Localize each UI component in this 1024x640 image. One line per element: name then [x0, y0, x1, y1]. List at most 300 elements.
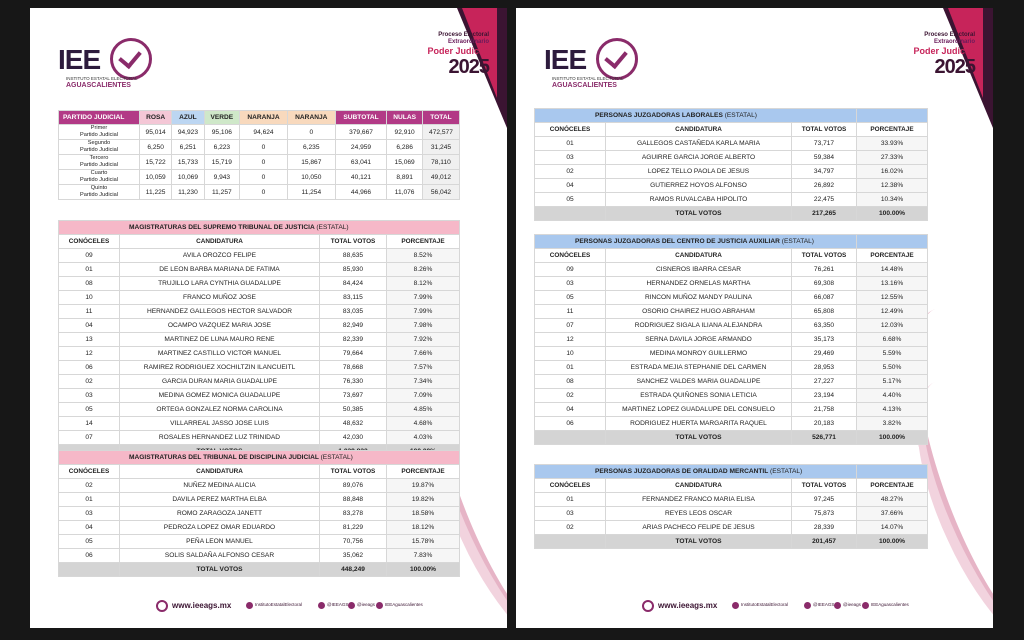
conoceles-cell[interactable]: 12 — [59, 347, 120, 361]
votes-cell: 83,115 — [320, 291, 387, 305]
table-cell: 9,943 — [204, 170, 240, 185]
votes-cell: 69,308 — [792, 277, 857, 291]
footer-social-link[interactable]: InstitutoEstatalElectoral — [255, 602, 303, 607]
iee-logo — [58, 36, 168, 94]
column-header: PORCENTAJE — [857, 479, 928, 493]
conoceles-cell[interactable]: 08 — [59, 277, 120, 291]
page-footer — [516, 600, 993, 614]
votes-cell: 82,339 — [320, 333, 387, 347]
candidate-name-cell: MEDINA GOMEZ MONICA GUADALUPE — [120, 389, 320, 403]
table-cell: 11,225 — [140, 185, 172, 200]
youtube-icon — [862, 602, 869, 609]
column-header: CANDIDATURA — [606, 479, 792, 493]
conoceles-cell[interactable]: 07 — [535, 319, 606, 333]
table-row — [59, 333, 460, 347]
row-label: Quinto Partido Judicial — [59, 185, 140, 200]
instagram-icon — [834, 602, 841, 609]
votes-cell: 82,949 — [320, 319, 387, 333]
footer-social-link[interactable]: InstitutoEstatalElectoral — [741, 602, 789, 607]
percentage-cell: 8.12% — [387, 277, 460, 291]
table-cell: 0 — [240, 170, 288, 185]
table-row — [535, 277, 928, 291]
percentage-cell: 4.03% — [387, 431, 460, 445]
candidate-name-cell: RAMOS RUVALCABA HIPOLITO — [606, 193, 792, 207]
votes-cell: 76,261 — [792, 263, 857, 277]
column-header: TOTAL VOTOS — [792, 123, 857, 137]
conoceles-cell[interactable]: 01 — [59, 493, 120, 507]
percentage-cell: 8.52% — [387, 249, 460, 263]
percentage-cell: 12.03% — [857, 319, 928, 333]
laborales-table — [534, 108, 928, 221]
total-row — [535, 535, 928, 549]
votes-cell: 81,229 — [320, 521, 387, 535]
table-row — [59, 125, 460, 140]
conoceles-cell[interactable]: 11 — [535, 305, 606, 319]
conoceles-cell[interactable]: 05 — [59, 403, 120, 417]
total-label: TOTAL VOTOS — [606, 535, 792, 549]
table-row — [59, 493, 460, 507]
percentage-cell: 8.26% — [387, 263, 460, 277]
votes-cell: 89,076 — [320, 479, 387, 493]
votes-cell: 20,183 — [792, 417, 857, 431]
candidate-name-cell: GALLEGOS CASTAÑEDA KARLA MARIA — [606, 137, 792, 151]
table-row — [535, 305, 928, 319]
conoceles-cell[interactable]: 08 — [535, 375, 606, 389]
candidate-name-cell: GARCIA DURAN MARIA GUADALUPE — [120, 375, 320, 389]
total-votes: 201,457 — [792, 535, 857, 549]
column-header: NARANJA — [287, 111, 335, 125]
candidate-name-cell: PEDROZA LOPEZ OMAR EDUARDO — [120, 521, 320, 535]
column-header: TOTAL VOTOS — [792, 249, 857, 263]
percentage-cell: 5.17% — [857, 375, 928, 389]
row-label: Primer Partido Judicial — [59, 125, 140, 140]
table-row — [535, 319, 928, 333]
votes-cell: 28,953 — [792, 361, 857, 375]
table-row — [59, 431, 460, 445]
logo-subtitle-state: AGUASCALIENTES — [552, 82, 617, 89]
conoceles-cell[interactable]: 05 — [59, 535, 120, 549]
conoceles-cell[interactable]: 13 — [59, 333, 120, 347]
total-row — [535, 431, 928, 445]
percentage-cell: 7.34% — [387, 375, 460, 389]
votes-cell: 27,227 — [792, 375, 857, 389]
percentage-cell: 27.33% — [857, 151, 928, 165]
votes-cell: 85,930 — [320, 263, 387, 277]
percentage-cell: 7.66% — [387, 347, 460, 361]
badge-year: 2025 — [448, 56, 489, 78]
conoceles-cell[interactable]: 04 — [59, 319, 120, 333]
table-row — [535, 417, 928, 431]
table-row — [535, 179, 928, 193]
conoceles-cell[interactable]: 11 — [59, 305, 120, 319]
candidate-name-cell: RAMIREZ RODRIGUEZ XOCHILTZIN ILANCUEITL — [120, 361, 320, 375]
column-header: NARANJA — [240, 111, 288, 125]
table-title: MAGISTRATURAS DEL TRIBUNAL DE DISCIPLINA JUDICIAL (ESTATAL) — [59, 451, 460, 465]
total-row — [59, 563, 460, 577]
conoceles-cell[interactable]: 02 — [59, 375, 120, 389]
footer-website-link[interactable]: www.ieeags.mx — [658, 601, 718, 610]
conoceles-cell[interactable]: 07 — [59, 431, 120, 445]
conoceles-cell[interactable]: 10 — [535, 347, 606, 361]
percentage-cell: 10.34% — [857, 193, 928, 207]
total-label: TOTAL VOTOS — [120, 563, 320, 577]
row-label: Tercero Partido Judicial — [59, 155, 140, 170]
table-cell: 95,014 — [140, 125, 172, 140]
percentage-cell: 33.93% — [857, 137, 928, 151]
candidate-name-cell: MARTINEZ CASTILLO VICTOR MANUEL — [120, 347, 320, 361]
table-cell: 0 — [287, 125, 335, 140]
candidate-name-cell: SOLIS SALDAÑA ALFONSO CESAR — [120, 549, 320, 563]
row-label: Segundo Partido Judicial — [59, 140, 140, 155]
badge-line: Extraordinario — [933, 39, 975, 45]
table-cell: 11,257 — [204, 185, 240, 200]
document-page-left — [30, 8, 507, 628]
votes-cell: 83,035 — [320, 305, 387, 319]
votes-cell: 65,808 — [792, 305, 857, 319]
percentage-cell: 4.40% — [857, 389, 928, 403]
table-cell: 49,012 — [422, 170, 459, 185]
table-cell: 11,230 — [172, 185, 204, 200]
conoceles-cell[interactable]: 01 — [535, 137, 606, 151]
candidate-name-cell: AVILA OROZCO FELIPE — [120, 249, 320, 263]
candidate-name-cell: OSORIO CHAIREZ HUGO ABRAHAM — [606, 305, 792, 319]
candidate-name-cell: SERNA DAVILA JORGE ARMANDO — [606, 333, 792, 347]
conoceles-cell[interactable]: 03 — [535, 277, 606, 291]
percentage-cell: 19.87% — [387, 479, 460, 493]
percentage-cell: 18.12% — [387, 521, 460, 535]
candidate-name-cell: DAVILA PEREZ MARTHA ELBA — [120, 493, 320, 507]
percentage-cell: 18.58% — [387, 507, 460, 521]
table-row — [535, 151, 928, 165]
percentage-cell: 7.98% — [387, 319, 460, 333]
candidate-name-cell: LOPEZ TELLO PAOLA DE JESUS — [606, 165, 792, 179]
table-cell: 15,069 — [387, 155, 423, 170]
table-cell: 92,910 — [387, 125, 423, 140]
conoceles-cell[interactable]: 04 — [535, 403, 606, 417]
percentage-cell: 12.49% — [857, 305, 928, 319]
badge-line: Proceso Electoral — [924, 32, 975, 38]
logo-subtitle: INSTITUTO ESTATAL ELECTORAL — [552, 76, 624, 81]
youtube-icon — [376, 602, 383, 609]
table-row — [535, 137, 928, 151]
votes-cell: 48,632 — [320, 417, 387, 431]
column-header: SUBTOTAL — [335, 111, 387, 125]
candidate-name-cell: HERNANDEZ ORNELAS MARTHA — [606, 277, 792, 291]
table-title: PERSONAS JUZGADORAS DEL CENTRO DE JUSTICIA AUXILIAR (ESTATAL) — [535, 235, 857, 249]
conoceles-cell[interactable]: 01 — [535, 493, 606, 507]
candidate-name-cell: ROSALES HERNANDEZ LUZ TRINIDAD — [120, 431, 320, 445]
votes-cell: 50,385 — [320, 403, 387, 417]
column-header: CANDIDATURA — [120, 235, 320, 249]
column-header: TOTAL — [422, 111, 459, 125]
footer-website-link[interactable]: www.ieeags.mx — [172, 601, 232, 610]
table-cell: 6,235 — [287, 140, 335, 155]
conoceles-cell[interactable]: 05 — [535, 291, 606, 305]
table-row — [59, 479, 460, 493]
votes-cell: 34,797 — [792, 165, 857, 179]
process-badge — [423, 22, 493, 86]
votes-cell: 26,892 — [792, 179, 857, 193]
iee-logo — [544, 36, 654, 94]
conoceles-cell[interactable]: 03 — [59, 507, 120, 521]
votes-cell: 28,339 — [792, 521, 857, 535]
candidate-name-cell: AGUIRRE GARCIA JORGE ALBERTO — [606, 151, 792, 165]
table-cell: 78,110 — [422, 155, 459, 170]
table-row — [535, 521, 928, 535]
conoceles-cell[interactable]: 14 — [59, 417, 120, 431]
conoceles-cell[interactable]: 09 — [59, 249, 120, 263]
table-cell: 56,042 — [422, 185, 459, 200]
table-title: MAGISTRATURAS DEL SUPREMO TRIBUNAL DE JUSTICIA (ESTATAL) — [59, 221, 460, 235]
badge-line: Proceso Electoral — [438, 32, 489, 38]
table-cell: 6,251 — [172, 140, 204, 155]
check-icon — [110, 38, 152, 80]
conoceles-cell[interactable]: 01 — [535, 361, 606, 375]
column-header: PARTIDO JUDICIAL — [59, 111, 140, 125]
table-row — [59, 249, 460, 263]
percentage-cell: 7.92% — [387, 333, 460, 347]
votes-cell: 29,469 — [792, 347, 857, 361]
votes-cell: 66,087 — [792, 291, 857, 305]
votes-cell: 79,664 — [320, 347, 387, 361]
table-row — [59, 549, 460, 563]
column-header: AZUL — [172, 111, 204, 125]
column-header: PORCENTAJE — [857, 123, 928, 137]
logo-text: IEE — [58, 44, 101, 75]
votes-cell: 84,424 — [320, 277, 387, 291]
candidate-name-cell: DE LEON BARBA MARIANA DE FATIMA — [120, 263, 320, 277]
candidate-name-cell: OCAMPO VAZQUEZ MARIA JOSE — [120, 319, 320, 333]
column-header: ROSA — [140, 111, 172, 125]
conoceles-cell[interactable]: 02 — [535, 521, 606, 535]
table-row — [535, 347, 928, 361]
globe-icon — [156, 600, 168, 612]
table-row — [59, 291, 460, 305]
page-footer — [30, 600, 507, 614]
candidate-name-cell: NUÑEZ MEDINA ALICIA — [120, 479, 320, 493]
table-cell: 40,121 — [335, 170, 387, 185]
column-header: CONÓCELES — [59, 465, 120, 479]
badge-line: Poder Judicial — [427, 46, 489, 56]
footer-social-link[interactable]: @IEEAGS — [813, 602, 835, 607]
percentage-cell: 15.78% — [387, 535, 460, 549]
table-row — [59, 507, 460, 521]
logo-text: IEE — [544, 44, 587, 75]
total-percentage: 100.00% — [857, 535, 928, 549]
percentage-cell: 4.13% — [857, 403, 928, 417]
table-row — [535, 165, 928, 179]
footer-social-link[interactable]: IEEAguascalientes — [871, 602, 909, 607]
column-header: CANDIDATURA — [606, 123, 792, 137]
footer-social-link[interactable]: @ieeags — [843, 602, 861, 607]
percentage-cell: 5.59% — [857, 347, 928, 361]
table-cell: 11,076 — [387, 185, 423, 200]
votes-cell: 97,245 — [792, 493, 857, 507]
votes-cell: 73,717 — [792, 137, 857, 151]
percentage-cell: 13.16% — [857, 277, 928, 291]
table-row — [59, 319, 460, 333]
table-cell: 94,624 — [240, 125, 288, 140]
candidate-name-cell: SANCHEZ VALDES MARIA GUADALUPE — [606, 375, 792, 389]
total-row — [535, 207, 928, 221]
conoceles-cell[interactable]: 06 — [535, 417, 606, 431]
column-header: NULAS — [387, 111, 423, 125]
percentage-cell: 16.02% — [857, 165, 928, 179]
candidate-name-cell: MARTINEZ DE LUNA MAURO RENE — [120, 333, 320, 347]
candidate-name-cell: VILLARREAL JASSO JOSE LUIS — [120, 417, 320, 431]
conoceles-cell[interactable]: 03 — [59, 389, 120, 403]
conoceles-cell[interactable]: 03 — [535, 507, 606, 521]
table-row — [535, 403, 928, 417]
logo-subtitle: INSTITUTO ESTATAL ELECTORAL — [66, 76, 138, 81]
table-cell: 0 — [240, 185, 288, 200]
column-header: TOTAL VOTOS — [320, 465, 387, 479]
votes-cell: 83,278 — [320, 507, 387, 521]
conoceles-cell[interactable]: 01 — [59, 263, 120, 277]
logo-subtitle-state: AGUASCALIENTES — [66, 82, 131, 89]
percentage-cell: 7.57% — [387, 361, 460, 375]
table-cell: 8,891 — [387, 170, 423, 185]
percentage-cell: 7.83% — [387, 549, 460, 563]
column-header: PORCENTAJE — [387, 235, 460, 249]
table-row — [535, 263, 928, 277]
conoceles-cell[interactable]: 09 — [535, 263, 606, 277]
conoceles-cell[interactable]: 06 — [59, 361, 120, 375]
candidate-name-cell: RODRIGUEZ HUERTA MARGARITA RAQUEL — [606, 417, 792, 431]
table-cell: 24,959 — [335, 140, 387, 155]
votes-cell: 75,873 — [792, 507, 857, 521]
column-header: CONÓCELES — [535, 123, 606, 137]
table-cell: 10,059 — [140, 170, 172, 185]
supremo-tribunal-table — [58, 220, 460, 459]
table-header-row — [59, 111, 460, 125]
votes-cell: 35,062 — [320, 549, 387, 563]
table-row — [59, 417, 460, 431]
conoceles-cell[interactable]: 02 — [535, 165, 606, 179]
twitter-icon — [804, 602, 811, 609]
votes-cell: 35,173 — [792, 333, 857, 347]
votes-cell: 59,384 — [792, 151, 857, 165]
total-votes: 526,771 — [792, 431, 857, 445]
total-percentage: 100.00% — [387, 563, 460, 577]
candidate-name-cell: REYES LEOS OSCAR — [606, 507, 792, 521]
conoceles-cell[interactable]: 02 — [59, 479, 120, 493]
candidate-name-cell: ESTRADA MEJIA STEPHANIE DEL CARMEN — [606, 361, 792, 375]
percentage-cell: 37.66% — [857, 507, 928, 521]
table-cell: 10,069 — [172, 170, 204, 185]
votes-cell: 70,756 — [320, 535, 387, 549]
table-row — [535, 291, 928, 305]
votes-cell: 76,330 — [320, 375, 387, 389]
total-percentage: 100.00% — [857, 431, 928, 445]
candidate-name-cell: CISNEROS IBARRA CESAR — [606, 263, 792, 277]
conoceles-cell[interactable]: 04 — [535, 179, 606, 193]
table-cell: 15,867 — [287, 155, 335, 170]
footer-social-link[interactable]: @ieeags — [357, 602, 375, 607]
column-header: TOTAL VOTOS — [320, 235, 387, 249]
percentage-cell: 3.82% — [857, 417, 928, 431]
table-row — [59, 170, 460, 185]
oralidad-mercantil-table — [534, 464, 928, 549]
votes-cell: 73,697 — [320, 389, 387, 403]
candidate-name-cell: TRUJILLO LARA CYNTHIA GUADALUPE — [120, 277, 320, 291]
candidate-name-cell: RINCON MUÑOZ MANDY PAULINA — [606, 291, 792, 305]
table-row — [59, 389, 460, 403]
table-row — [59, 277, 460, 291]
check-icon — [596, 38, 638, 80]
candidate-name-cell: FERNANDEZ FRANCO MARIA ELISA — [606, 493, 792, 507]
table-cell: 6,250 — [140, 140, 172, 155]
table-row — [59, 263, 460, 277]
column-header: CANDIDATURA — [120, 465, 320, 479]
conoceles-cell[interactable]: 02 — [535, 389, 606, 403]
percentage-cell: 7.99% — [387, 291, 460, 305]
table-row — [535, 389, 928, 403]
conoceles-cell[interactable]: 12 — [535, 333, 606, 347]
candidate-name-cell: PEÑA LEON MANUEL — [120, 535, 320, 549]
process-badge — [909, 22, 979, 86]
candidate-name-cell: ESTRADA QUIÑONES SONIA LETICIA — [606, 389, 792, 403]
candidate-name-cell: ARIAS PACHECO FELIPE DE JESUS — [606, 521, 792, 535]
badge-year: 2025 — [934, 56, 975, 78]
votes-cell: 21,758 — [792, 403, 857, 417]
table-row — [59, 403, 460, 417]
table-row — [59, 305, 460, 319]
document-page-right — [516, 8, 993, 628]
column-header: TOTAL VOTOS — [792, 479, 857, 493]
table-cell: 15,719 — [204, 155, 240, 170]
candidate-name-cell: HERNANDEZ GALLEGOS HECTOR SALVADOR — [120, 305, 320, 319]
total-percentage: 100.00% — [857, 207, 928, 221]
table-row — [59, 347, 460, 361]
footer-social-link[interactable]: @IEEAGS — [327, 602, 349, 607]
percentage-cell: 19.82% — [387, 493, 460, 507]
facebook-icon — [246, 602, 253, 609]
column-header: PORCENTAJE — [387, 465, 460, 479]
table-cell: 95,106 — [204, 125, 240, 140]
column-header: CONÓCELES — [535, 249, 606, 263]
table-row — [535, 193, 928, 207]
table-cell: 0 — [240, 140, 288, 155]
table-cell: 379,667 — [335, 125, 387, 140]
table-cell: 63,041 — [335, 155, 387, 170]
conoceles-cell[interactable]: 06 — [59, 549, 120, 563]
conoceles-cell[interactable]: 05 — [535, 193, 606, 207]
total-label: TOTAL VOTOS — [606, 431, 792, 445]
percentage-cell: 14.48% — [857, 263, 928, 277]
table-row — [59, 535, 460, 549]
table-cell: 15,733 — [172, 155, 204, 170]
total-label: TOTAL VOTOS — [606, 207, 792, 221]
table-cell: 31,245 — [422, 140, 459, 155]
conoceles-cell[interactable]: 10 — [59, 291, 120, 305]
table-row — [535, 507, 928, 521]
total-votes: 217,265 — [792, 207, 857, 221]
percentage-cell: 12.55% — [857, 291, 928, 305]
footer-social-link[interactable]: IEEAguascalientes — [385, 602, 423, 607]
candidate-name-cell: MEDINA MONROY GUILLERMO — [606, 347, 792, 361]
partido-judicial-table — [58, 110, 460, 200]
votes-cell: 88,635 — [320, 249, 387, 263]
conoceles-cell[interactable]: 03 — [535, 151, 606, 165]
votes-cell: 22,475 — [792, 193, 857, 207]
percentage-cell: 48.27% — [857, 493, 928, 507]
table-row — [59, 375, 460, 389]
conoceles-cell[interactable]: 04 — [59, 521, 120, 535]
column-header: CANDIDATURA — [606, 249, 792, 263]
column-header: CONÓCELES — [59, 235, 120, 249]
percentage-cell: 7.09% — [387, 389, 460, 403]
